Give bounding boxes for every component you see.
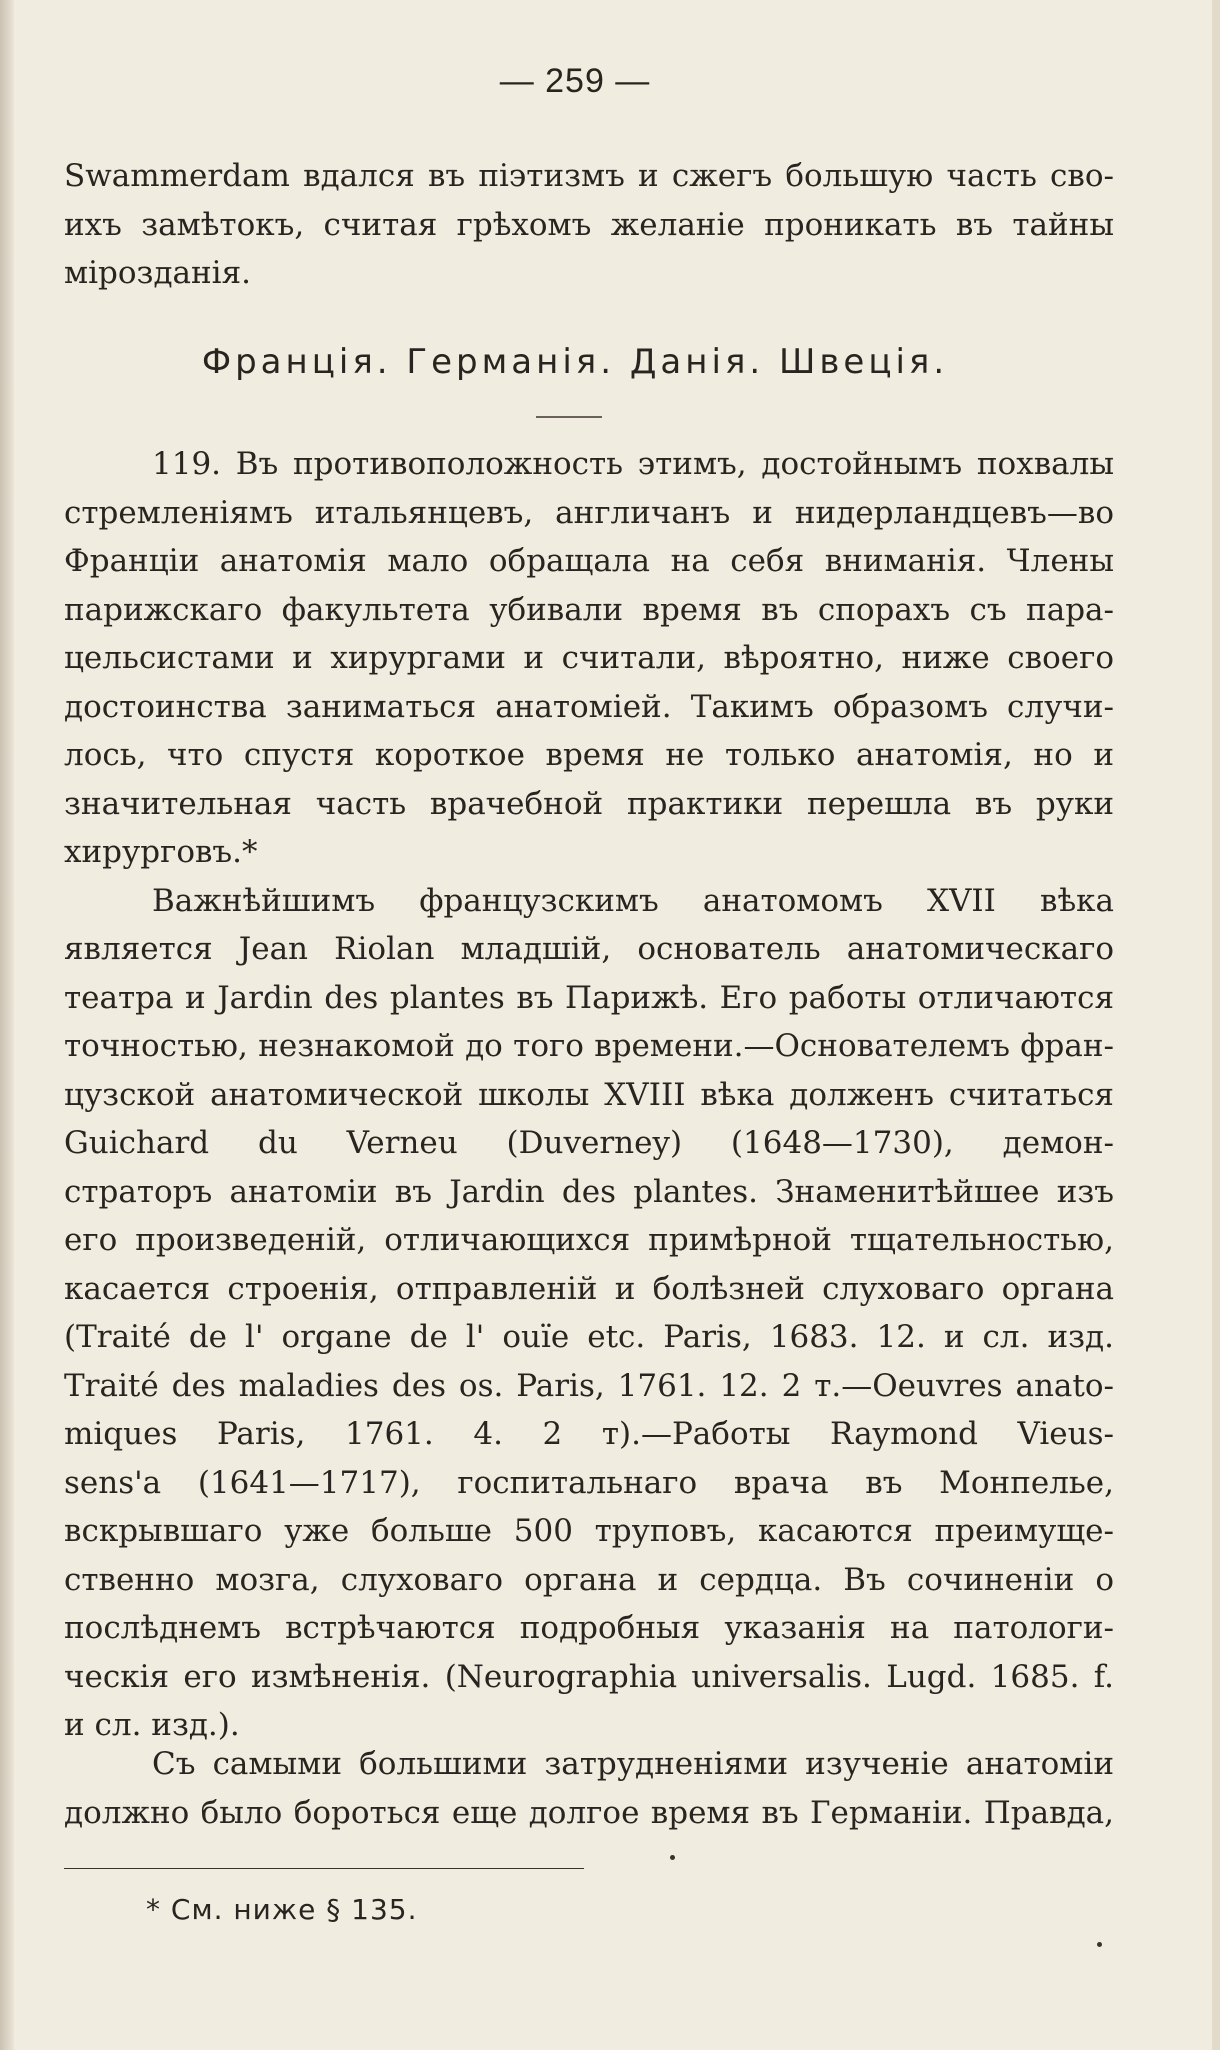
text-line: цельсистами и хирургами и считали, вѣроятно, ниже своего [64,640,1114,676]
text-line: Guichard du Verneu (Duverney) (1648—1730), демон- [64,1125,1114,1161]
paragraph-119 [64,440,1114,1750]
text-line: ственно мозга, слуховаго органа и сердца. Въ сочиненіи о [64,1561,1114,1598]
text-line: хирурговъ.* [64,834,258,870]
text-line: лось, что спустя короткое время не только анатомія, но и [64,737,1114,773]
text-line: Франціи анатомія мало обращала на себя вниманія. Члены [64,543,1114,579]
text-line: его произведеній, отличающихся примѣрной тщательностью, [64,1222,1114,1258]
text-line: мірозданія. [64,255,251,291]
text-line: miques Paris, 1761. 4. 2 т).—Работы Raymond Vieus- [64,1416,1114,1452]
ink-speck [1097,1942,1102,1947]
ink-speck [670,1855,675,1860]
text-line: Swammerdam вдался въ піэтизмъ и сжегъ большую часть сво- [64,158,1114,194]
intro-paragraph [64,152,1114,298]
text-line: точностью, незнакомой до того времени.—Основателемъ фран- [64,1028,1114,1064]
text-line: цузской анатомической школы XVIII вѣка долженъ считаться [64,1076,1114,1113]
text-line: Traité des maladies des os. Paris, 1761. 12. 2 т.—Oeuvres anato- [64,1367,1114,1404]
page-edge [1212,0,1220,2050]
text-line: достоинства заниматься анатоміей. Такимъ образомъ случи- [64,688,1114,725]
text-line: значительная часть врачебной практики перешла въ руки [64,785,1114,822]
paragraph-germany [64,1740,1114,1837]
text-line: парижскаго факультета убивали время въ спорахъ съ пара- [64,591,1114,628]
text-line: вскрывшаго уже больше 500 труповъ, касаются преимуще- [64,1513,1114,1549]
text-line: стремленіямъ итальянцевъ, англичанъ и нидерландцевъ—во [64,494,1114,531]
text-line: театра и Jardin des plantes въ Парижѣ. Его работы отличаются [64,979,1114,1016]
text-line: касается строенія, отправленій и болѣзней слуховаго органа [64,1270,1114,1307]
page-number: — 259 — [499,62,651,100]
text-line: является Jean Riolan младшій, основатель анатомическаго [64,931,1114,967]
heading-rule [536,416,602,418]
text-line: ихъ замѣтокъ, считая грѣхомъ желаніе проникать въ тайны [64,206,1114,243]
text-line: и сл. изд.). [64,1707,240,1743]
text-line: послѣднемъ встрѣчаются подробныя указанія на патологи- [64,1610,1114,1646]
text-line: Съ самыми большими затрудненіями изученіе анатоміи [152,1746,1114,1782]
text-line: 119. Въ противоположность этимъ, достойнымъ похвалы [152,446,1114,482]
text-line: Важнѣйшимъ французскимъ анатомомъ XVII вѣка [152,882,1114,919]
footnote-rule [64,1868,584,1869]
text-line: sens'a (1641—1717), госпитальнаго врача въ Монпелье, [64,1464,1114,1501]
text-line: должно было бороться еще долгое время въ Германіи. Правда, [64,1794,1114,1831]
section-heading: Франція. Германія. Данія. Швеція. [201,342,949,382]
footnote: * См. ниже § 135. [146,1893,418,1926]
page-gutter [0,0,14,2050]
text-line: (Traité de l' organe de l' ouïe etc. Paris, 1683. 12. и сл. изд. [64,1319,1114,1355]
text-line: страторъ анатоміи въ Jardin des plantes. Знаменитѣйшее изъ [64,1173,1114,1210]
text-line: ческія его измѣненія. (Neurographia universalis. Lugd. 1685. f. [64,1658,1114,1695]
